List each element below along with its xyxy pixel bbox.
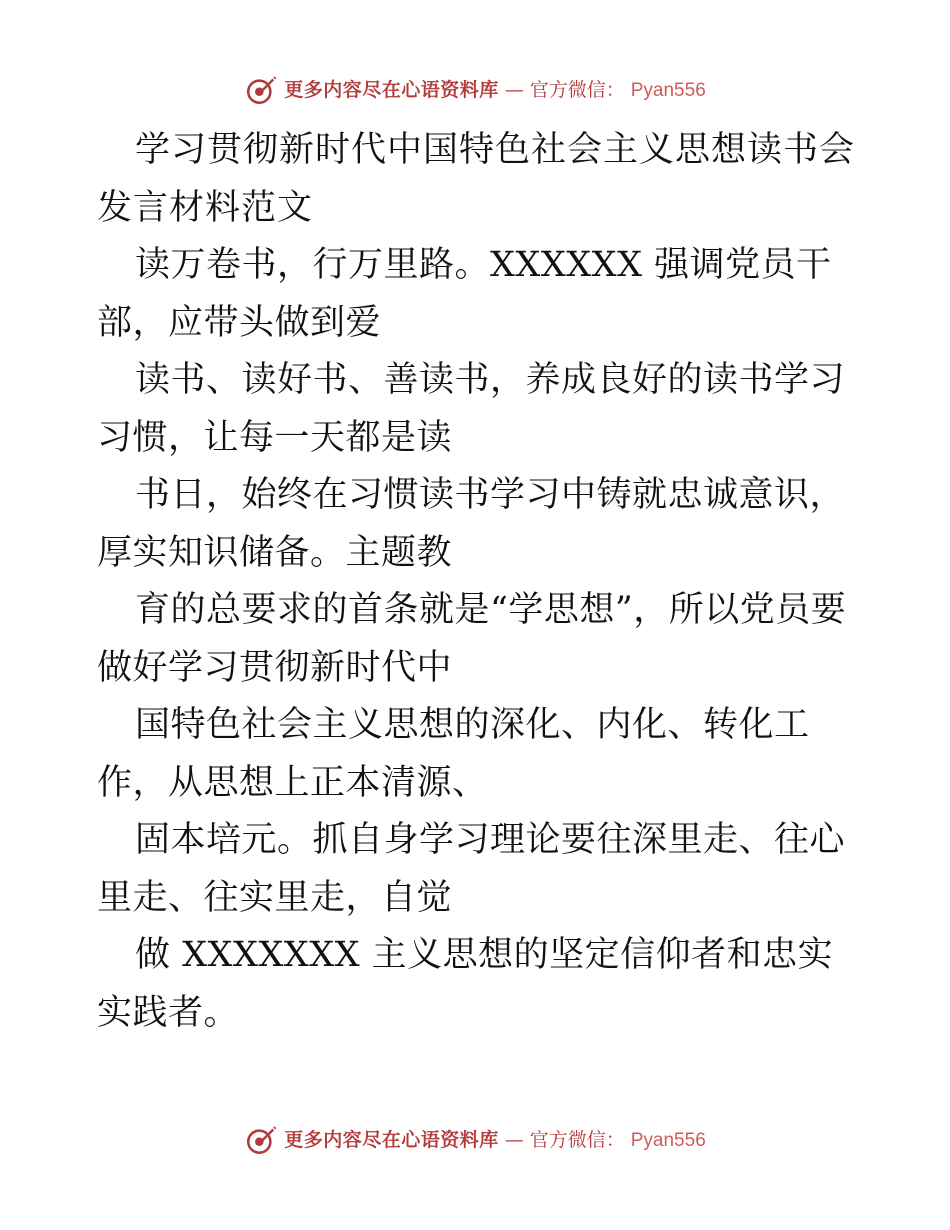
header-wechat-id: Pyan556 [630, 79, 706, 101]
header-site-name: 更多内容尽在心语资料库 [284, 78, 499, 101]
footer-wechat-id: Pyan556 [630, 1129, 706, 1151]
paragraph-5: 国特色社会主义思想的深化、内化、转化工作，从思想上正本清源、 [97, 705, 810, 803]
paragraph-6: 固本培元。抓自身学习理论要往深里走、往心里走、往实里走，自觉 [97, 820, 846, 918]
header-dash: — [504, 78, 524, 101]
paragraph-1: 读万卷书，行万里路。XXXXXX 强调党员干部，应带头做到爱 [97, 245, 832, 343]
paragraph-7: 做 XXXXXXX 主义思想的坚定信仰者和忠实实践者。 [97, 935, 834, 1033]
paragraph-3: 书日，始终在习惯读书学习中铸就忠诚意识，厚实知识储备。主题教 [97, 475, 846, 573]
footer-banner [0, 1120, 950, 1160]
pen-logo-icon [244, 73, 278, 107]
footer-dash: — [504, 1128, 524, 1151]
document-title: 学习贯彻新时代中国特色社会主义思想读书会发言材料范文 [97, 130, 856, 228]
footer-official-label: 官方微信： [529, 1128, 625, 1151]
header-banner [0, 70, 950, 110]
paragraph-2: 读书、读好书、善读书，养成良好的读书学习习惯，让每一天都是读 [97, 360, 846, 458]
paragraph-4: 育的总要求的首条就是“学思想”，所以党员要做好学习贯彻新时代中 [97, 590, 847, 688]
footer-site-name: 更多内容尽在心语资料库 [284, 1128, 499, 1151]
header-official-label: 官方微信： [529, 78, 625, 101]
document-body [97, 122, 857, 1042]
pen-logo-icon [244, 1123, 278, 1157]
